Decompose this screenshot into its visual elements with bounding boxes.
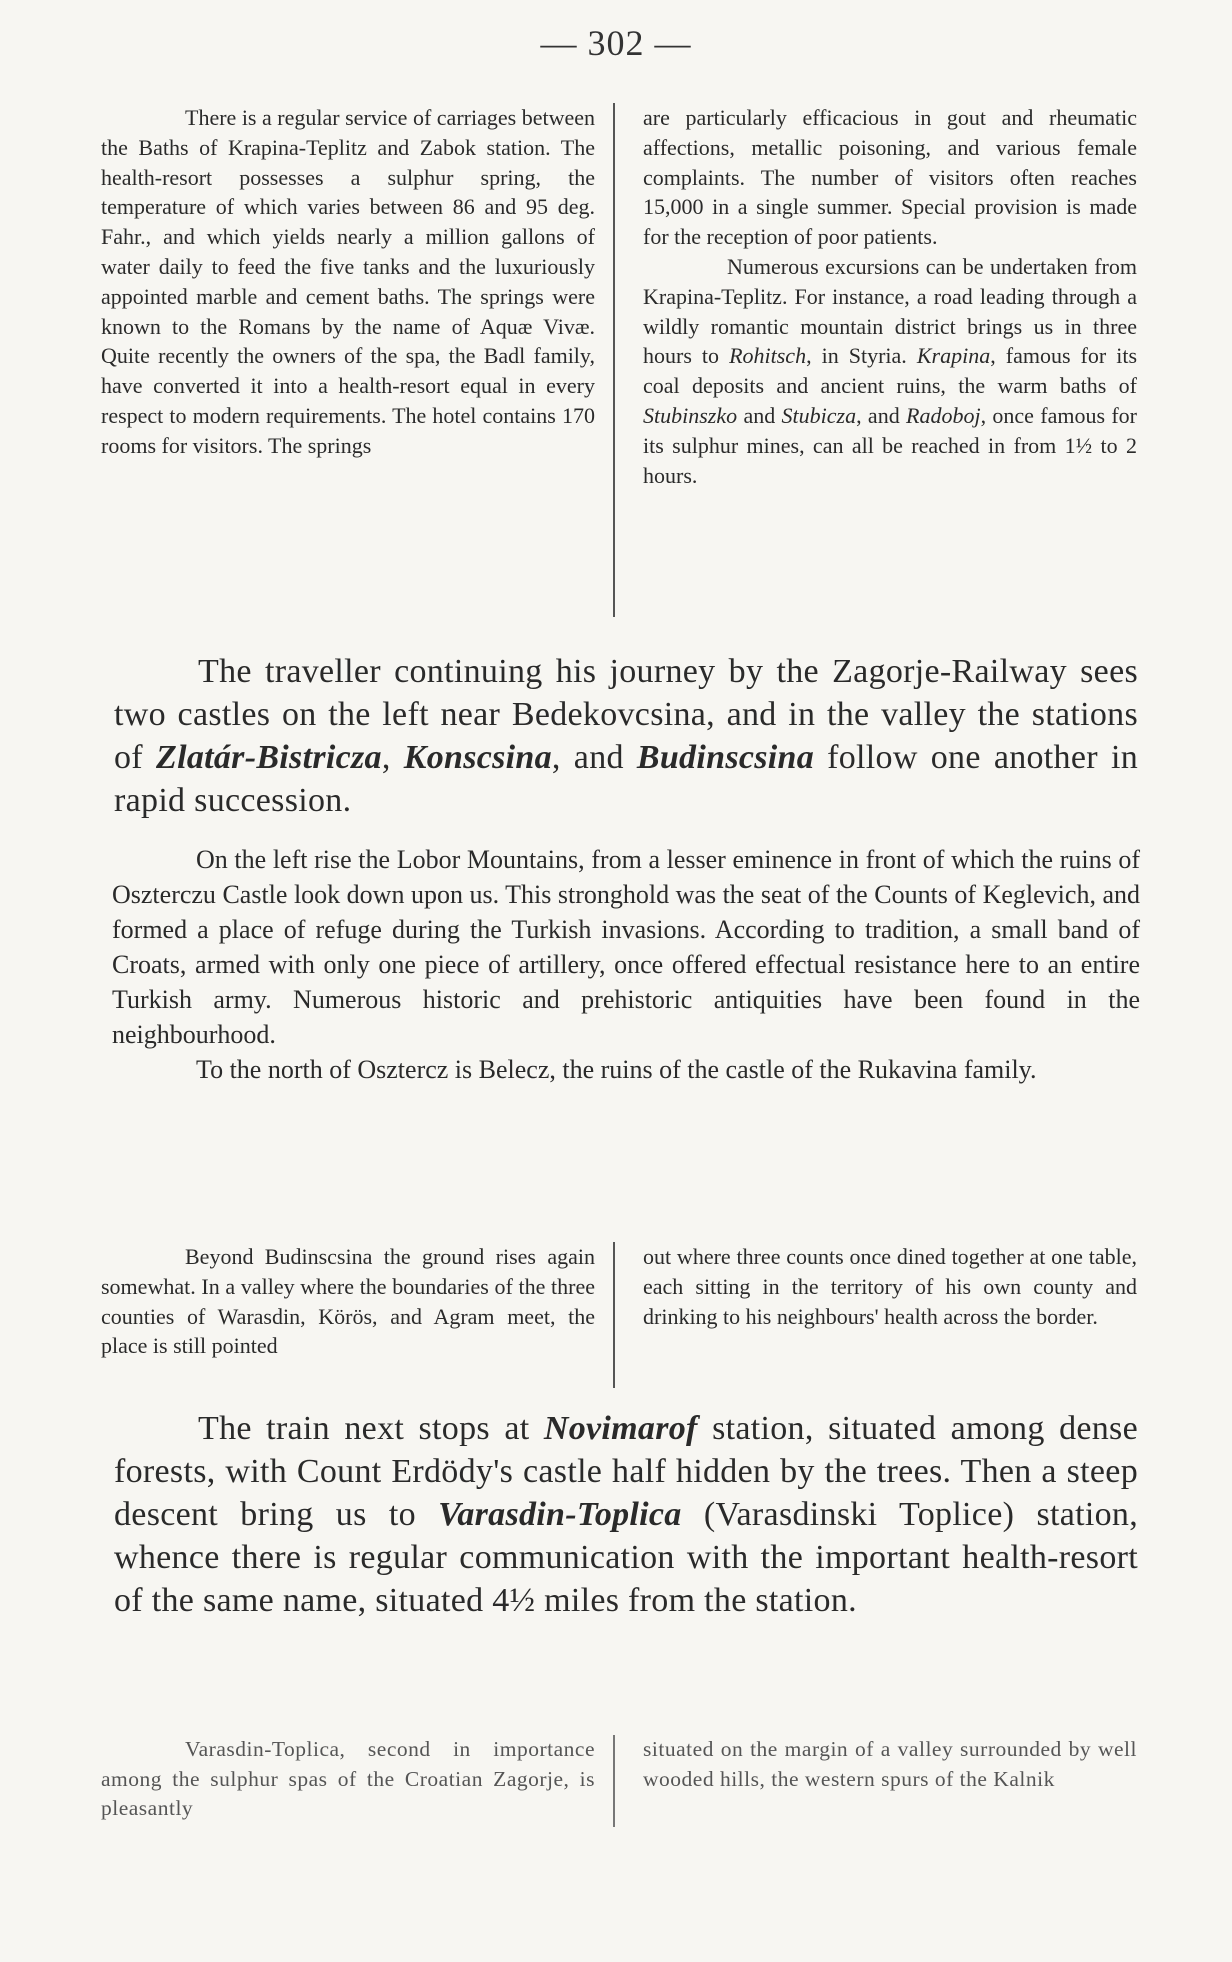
column-divider bbox=[613, 1735, 615, 1827]
paragraph-baths-service: There is a regular service of carriages between the Baths of Krapina-Teplitz and Zabok station. The health-resort possesses a sulphur spring, the temperature of which varies between 86 and 95 deg. Fahr., and which yields nearly a million gallons of water daily to feed the five tanks and the luxuriously appointed marble and cement baths. The springs were known to the Romans by the name of Aquæ Vivæ. Quite recently the owners of the spa, the Badl family, have converted it into a health-resort equal in every respect to modern requirements. The hotel contains 170 rooms for visitors. The springs bbox=[101, 105, 595, 458]
paragraph-three-counties: Beyond Budinscsina the ground rises again somewhat. In a valley where the boundaries of the three counties of Warasdin, Körös, and Agram meet, the place is still pointed bbox=[101, 1244, 595, 1359]
paragraph-lobor-mountains: On the left rise the Lobor Mountains, from a lesser eminence in front of which the ruins of Oszterczu Castle look down upon us. This stronghold was the seat of the Counts of Keglevich, and formed a place of refuge during the Turkish invasions. According to tradition, a small band of Croats, armed with only one piece of artillery, once offered effectual resistance here to an entire Turkish army. Numerous historic and prehistoric antiquities have been found in the neighbourhood. To the north of Osztercz is Belecz, the ruins of the castle of the Rukavina family. bbox=[112, 842, 1140, 1087]
column-right-2 bbox=[643, 1242, 1137, 1390]
place-radoboj: Radoboj bbox=[906, 402, 981, 428]
paragraph-efficacious: are particularly efficacious in gout and rheumatic affections, metallic poisoning, and various female complaints. The number of visitors often reaches 15,000 in a single summer. Special provision is made for the reception of poor patients. bbox=[643, 105, 1137, 250]
two-column-block-1 bbox=[101, 103, 1145, 623]
paragraph-belecz: To the north of Osztercz is Belecz, the ruins of the castle of the Rukavina family. bbox=[196, 1055, 1037, 1084]
station-budinscsina: Budinscsina bbox=[636, 739, 815, 776]
place-krapina: Krapina bbox=[916, 343, 991, 369]
paragraph-excursions: Numerous excursions can be undertaken from Krapina-Teplitz. For instance, a road leading through a wildly romantic mountain district brings us in three hours to Rohitsch, in Styria. Krapina, famous for its coal deposits and ancient ruins, the warm baths of Stubinszko and Stubicza, and Radoboj, once famous for its sulphur mines, can all be reached in from 1½ to 2 hours. bbox=[643, 253, 1138, 488]
main-paragraph-zagorje: The traveller continuing his journey by the Zagorje-Railway sees two castles on the left near Bedekovcsina, and in the valley the stations of Zlatár-Bistricza, Konscsina, and Budinscsina follow one another in rapid succession. bbox=[114, 653, 1138, 819]
station-konscsina: Konscsina bbox=[403, 739, 552, 776]
two-column-block-3 bbox=[101, 1735, 1145, 1835]
station-novimarof: Novimarof bbox=[543, 1410, 698, 1447]
column-left-2 bbox=[101, 1242, 595, 1390]
place-stubinszko: Stubinszko bbox=[643, 402, 738, 428]
paragraph-three-counts: out where three counts once dined together at one table, each sitting in the territory of his own county and drinking to his neighbours' health across the border. bbox=[643, 1244, 1137, 1329]
paragraph-varasdin-toplica: Varasdin-Toplica, second in importance among the sulphur spas of the Croatian Zagorje, is pleasantly bbox=[101, 1737, 595, 1820]
column-left-3 bbox=[101, 1735, 595, 1835]
place-rohitsch: Rohitsch bbox=[729, 343, 807, 369]
column-divider bbox=[613, 1242, 615, 1388]
station-zlatar: Zlatár-Bistricza bbox=[156, 739, 382, 776]
column-left-1 bbox=[101, 103, 595, 623]
column-divider bbox=[613, 103, 615, 617]
place-stubicza: Stubicza bbox=[781, 402, 857, 428]
column-right-1 bbox=[643, 103, 1137, 623]
column-right-3 bbox=[643, 1735, 1137, 1835]
station-varasdin-toplica: Varasdin-Toplica bbox=[438, 1496, 682, 1533]
page-number: — 302 — bbox=[540, 23, 692, 63]
paragraph-kalnik: situated on the margin of a valley surrounded by well wooded hills, the western spurs of the Kalnik bbox=[643, 1737, 1137, 1791]
two-column-block-2 bbox=[101, 1242, 1145, 1390]
main-paragraph-novimarof: The train next stops at Novimarof station, situated among dense forests, with Count Erdödy's castle half hidden by the trees. Then a steep descent bring us to Varasdin-Toplica (Varasdinski Toplice) station, whence there is regular communication with the important health-resort of the same name, situated 4½ miles from the station. bbox=[114, 1410, 1138, 1619]
